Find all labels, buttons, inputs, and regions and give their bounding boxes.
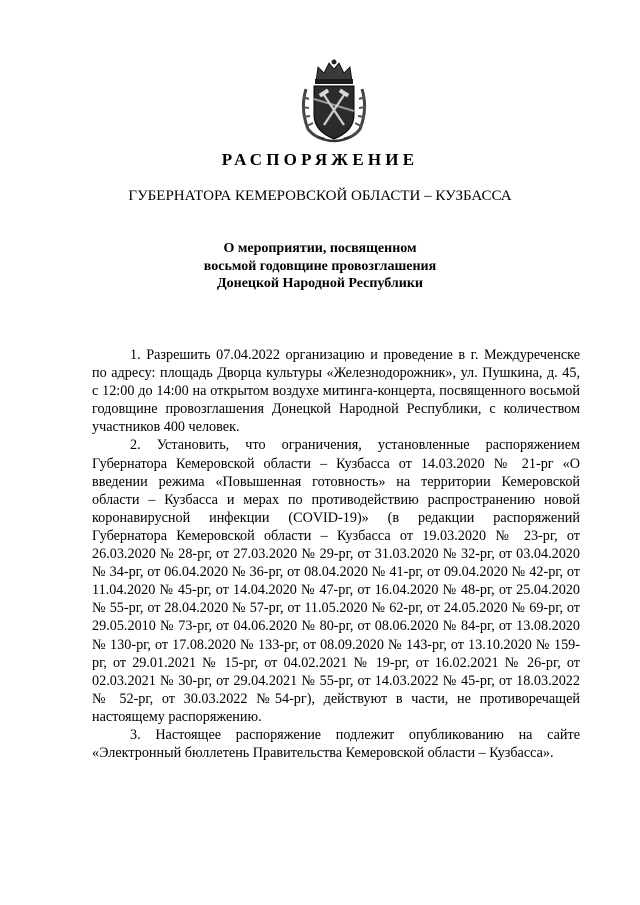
paragraph-3: 3. Настоящее распоряжение подлежит опубликованию на сайте «Электронный бюллетень Правительства Кемеровской области – Кузбасса». xyxy=(92,726,580,762)
document-type-heading: РАСПОРЯЖЕНИЕ xyxy=(221,150,419,169)
document-title-line: Донецкой Народной Республики xyxy=(217,276,423,291)
document-title xyxy=(150,240,490,293)
document-issuer: ГУБЕРНАТОРА КЕМЕРОВСКОЙ ОБЛАСТИ – КУЗБАССА xyxy=(128,188,512,204)
paragraph-2: 2. Установить, что ограничения, установленные распоряжением Губернатора Кемеровской области – Кузбасса от 14.03.2020 № 21-рг «О введении режима «Повышенная готовность» на территории Кемеровской области – Кузбасса и мерах по противодействию распространению новой коронавирусной инфекции (COVID-19)» (в редакции распоряжений Губернатора Кемеровской области – Кузбасса от 19.03.2020 № 23-рг, от 26.03.2020 № 28-рг, от 27.03.2020 № 29-рг, от 31.03.2020 № 32-рг, от 03.04.2020 № 34-рг, от 06.04.2020 № 36-рг, от 08.04.2020 № 41-рг, от 09.04.2020 № 42-рг, от 11.04.2020 № 45-рг, от 14.04.2020 № 47-рг, от 16.04.2020 № 48-рг, от 25.04.2020 № 55-рг, от 28.04.2020 № 57-рг, от 11.05.2020 № 62-рг, от 24.05.2020 № 69-рг, от 29.05.2010 № 73-рг, от 04.06.2020 № 80-рг, от 08.06.2020 № 84-рг, от 13.08.2020 № 130-рг, от 17.08.2020 № 133-рг, от 08.09.2020 № 143-рг, от 13.10.2020 № 159-рг, от 29.01.2021 № 15-рг, от 04.02.2021 № 19-рг, от 16.02.2021 № 26-рг, от 02.03.2021 № 30-рг, от 29.04.2021 № 55-рг, от 14.03.2022 № 45-рг, от 18.03.2022 № 52-рг, от 30.03.2022 №54-рг), действуют в части, не противоречащей настоящему распоряжению. xyxy=(92,437,580,725)
document-body xyxy=(92,346,580,762)
document-title-line: восьмой годовщине провозглашения xyxy=(203,258,437,274)
paragraph-1: 1. Разрешить 07.04.2022 организацию и проведение в г. Междуреченске по адресу: площадь Дворца культуры «Железнодорожник», ул. Пушкина, д. 45, с 12:00 до 14:00 на открытом воздухе митинга-концерта, посвященного восьмой годовщине провозглашения Донецкой Народной Республики, с количеством участников 400 человек. xyxy=(92,347,580,436)
kemerovo-oblast-coat-of-arms-icon xyxy=(298,59,370,143)
document-title-line: О мероприятии, посвященном xyxy=(223,241,417,256)
